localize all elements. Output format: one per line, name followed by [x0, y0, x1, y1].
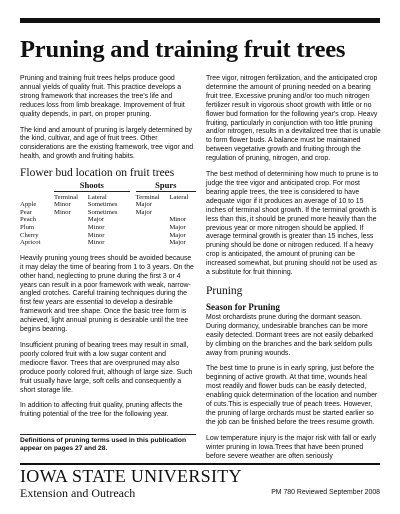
table-cell: Minor [87, 224, 105, 232]
table-row [20, 216, 196, 224]
section-title: Pruning [206, 284, 243, 297]
body-paragraph: In addition to affecting fruit quality, pruning affects the fruiting potential of the tree for the following year. [20, 402, 183, 419]
footnote-rule [20, 434, 196, 435]
table-cell: Major [135, 208, 152, 216]
intro-paragraph-1: Pruning and training fruit trees helps produce good annual yields of quality fruit. This practice develops a strong framework that increases the tree's life and reduces loss from limb breakage. Improvement of fruit quality depends, in part, on proper pruning. [20, 75, 185, 118]
table-row [20, 232, 196, 240]
table-cell: Minor [87, 231, 105, 239]
table-cell: Minor [169, 216, 187, 224]
table-cell: Cherry [20, 231, 39, 239]
table-group-row [20, 182, 196, 191]
table-subheader-row [20, 191, 196, 201]
table-cell [54, 239, 88, 247]
body-paragraph: The best method of determining how much to prune is to judge the tree vigor and anticipated crop. For most bearing apple trees, the tree is considered to have adequate vigor if it produces an average of 10 to 15 inches of terminal shoot growth. If the terminal growth is less than this, it should be pruned more heavily than the previous year or more nitrogen should be applied. If average terminal growth is greater than 15 inches, less pruning should be done or nitrogen reduced. If a heavy crop is anticipated, the amount of pruning can be increased somewhat, but pruning should not be used as a substitute for fruit thinning. [206, 171, 379, 277]
left-column [20, 75, 196, 427]
subheader-lateral: Lateral [87, 193, 107, 201]
subheader-terminal: Terminal [54, 193, 79, 201]
table-cell: Major [169, 224, 186, 232]
table-cell [54, 216, 88, 224]
table-cell [136, 239, 170, 247]
table-cell: Minor [54, 201, 71, 209]
extension-label: Extension and Outreach [20, 486, 136, 500]
table-row [20, 209, 196, 217]
table-row [20, 239, 196, 247]
table-row [20, 201, 196, 209]
table-cell: Apple [20, 201, 37, 209]
table-row [20, 224, 196, 232]
table-cell: Major [87, 216, 105, 224]
table-cell [54, 224, 88, 232]
footnote: Definitions of pruning terms used in this publication appear on pages 27 and 28. [20, 437, 187, 453]
body-paragraph: Heavily pruning young trees should be avoided because it may delay the time of bearing from 1 to 3 years. On the other hand, neglecting to prune during the first 3 or 4 years can result in a poor framework with weak, narrow-angled crotches. Careful training techniques during the first few years are essential to develop a desirable framework and tree shape. Once the basic tree form is achieved, light annual pruning is desirable until the tree begins bearing. [20, 254, 194, 334]
body-paragraph: Tree vigor, nitrogen fertilization, and the anticipated crop determine the amount of pruning needed on a bearing fruit tree. Excessive pruning and/or too much nitrogen fertilizer result in vigorous shoot growth with little or no flower bud formation for the following year's crop. Heavy fruiting, particularly in conjunction with too little pruning and/or nitrogen, results in a devitalized tree that is unable to form flower buds. A balance must be maintained between vegetative growth and fruiting through the regulation of pruning, nitrogen, and crop. [206, 75, 381, 163]
table-cell: Sometimes [87, 208, 118, 216]
table-cell [136, 224, 170, 232]
table-cell [169, 201, 196, 209]
top-rule [20, 18, 380, 23]
body-paragraph: Most orchardists prune during the dormant season. During dormancy, undesirable branches can be more easily detected. Dormant trees are not easily debarked by climbing on the branches and the bark seldom pulls away from pruning wounds. [206, 313, 373, 357]
table-cell: Minor [54, 208, 71, 216]
table-cell: Apricot [20, 239, 41, 247]
table-cell: Pear [20, 208, 32, 216]
body-paragraph: Insufficient pruning of bearing trees may result in small, poorly colored fruit with a low sugar content and mediocre flavor. Trees that are overpruned may also produce poorly colored fruit, although of large size. Such fruit usually have large, soft cells and consequently a short storage life. [20, 341, 193, 394]
table-cell: Sometimes [87, 201, 118, 209]
table-cell [54, 232, 88, 240]
table-cell: Peach [20, 216, 36, 224]
group-shoots: Shoots [54, 182, 130, 191]
flower-bud-table [20, 182, 196, 247]
table-cell: Plum [20, 224, 35, 232]
right-column [206, 75, 382, 469]
body-paragraph: Low temperature injury is the major risk with fall or early winter pruning in Iowa.Trees that have been pruned before severe weather are often seriously [206, 434, 377, 460]
publication-number: PM 780 Reviewed September 2008 [271, 489, 380, 496]
bottom-rule [20, 463, 380, 465]
subheader-lateral-2: Lateral [169, 193, 189, 201]
subheader-terminal-2: Terminal [135, 193, 160, 201]
table-cell: Major [169, 239, 186, 247]
body-paragraph: The best time to prune is in early spring, just before the beginning of active growth. At that time, wounds heal most readily and flower buds can be easily detected, enabling quick determination of the location and number of cuts.This is especially true of peach trees. However, the pruning of large orchards must be started earlier so the job can be finished before the trees resume growth. [206, 365, 378, 426]
table-cell [136, 232, 170, 240]
intro-paragraph-2: The kind and amount of pruning is largely determined by the kind, cultivar, and age of fruit trees. Other considerations are the existing framework, tree vigor and health, and growth and fruiting habits. [20, 126, 194, 161]
section-subtitle: Season for Pruning [206, 301, 280, 312]
table-cell: Major [169, 231, 186, 239]
page-title: Pruning and training fruit trees [20, 36, 346, 63]
group-spurs: Spurs [136, 182, 196, 191]
table-cell: Major [135, 201, 152, 209]
table-heading: Flower bud location on fruit trees [20, 167, 175, 180]
table-cell [169, 209, 196, 217]
table-cell [136, 216, 170, 224]
university-logo: IOWA STATE UNIVERSITY [20, 466, 242, 486]
table-cell: Minor [87, 239, 105, 247]
